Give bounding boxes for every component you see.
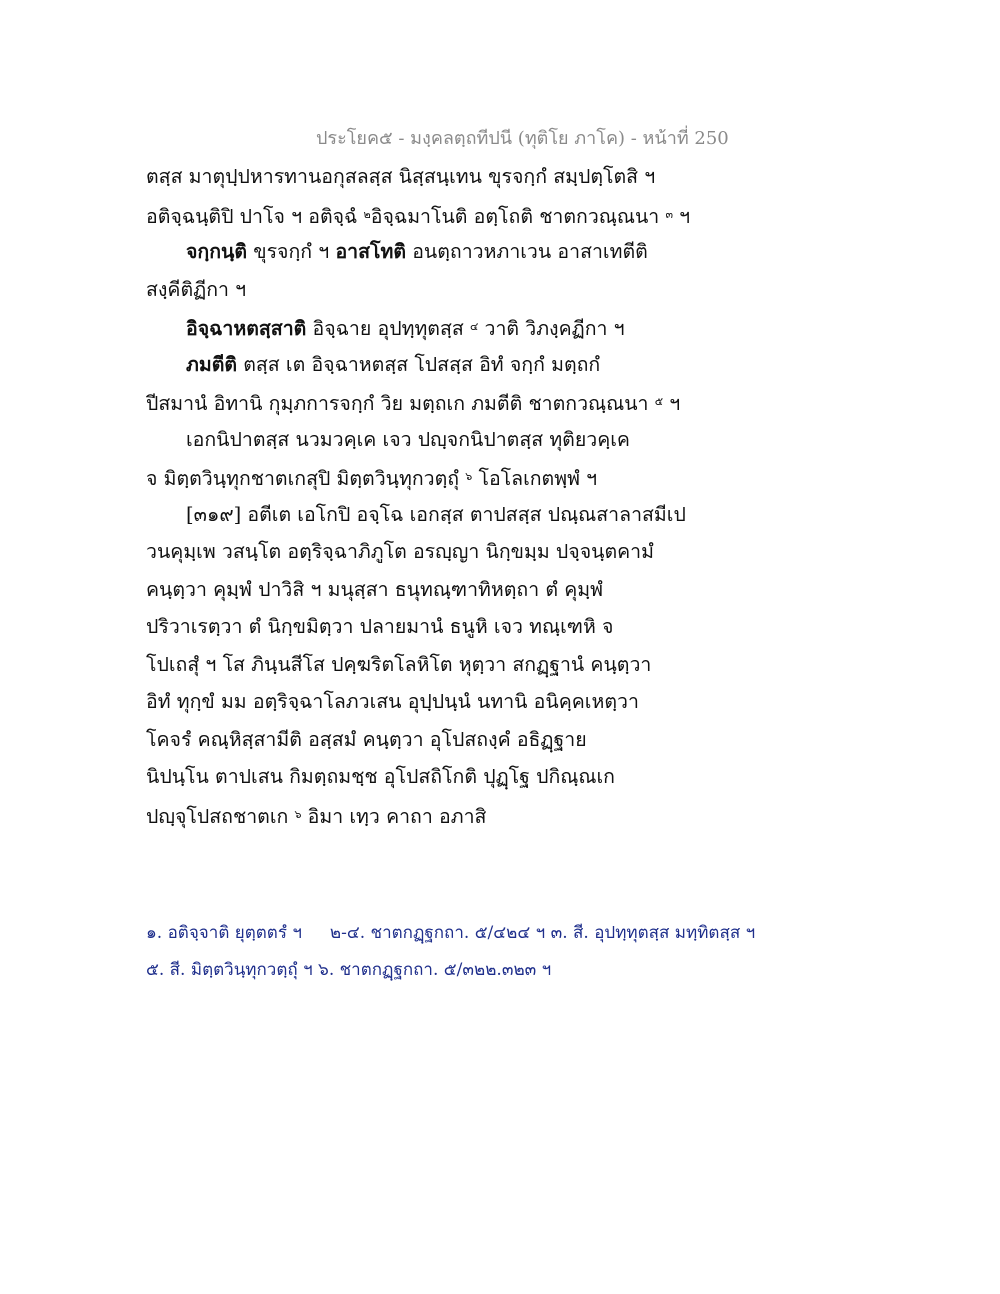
line-text: ปริวาเรตฺวา ตํ นิกฺขมิตฺวา ปลายมานํ ธนูหิ เจว ทณฺเฑหิ จ (146, 615, 614, 638)
bold-term: อาสโทติ (335, 240, 406, 263)
line-text: เอกนิปาตสฺส นวมวคฺเค เจว ปญฺจกนิปาตสฺส ทุติยวคฺเค (186, 427, 630, 451)
line-text: อิทํ ทุกฺขํ มม อตฺริจฺฉาโลภวเสน อุปฺปนฺนํ นทานิ อนิคฺคเหตฺวา (146, 690, 639, 713)
page-header: ประโยค๕ - มงฺคลตฺถทีปนี (ทุติโย ภาโค) - หน้าที่ 250 (316, 128, 729, 149)
line-text: ตสฺส มาตุปฺปหารทานอกุสลสฺส นิสฺสนฺเทน ขุรจกฺกํ สมฺปตฺโตสิ ฯ (146, 165, 656, 188)
text-line (146, 608, 706, 646)
text-line (146, 571, 706, 609)
text-line (146, 533, 706, 571)
line-text: อนตฺถาวหภาเวน อาสาเทตีติ (406, 240, 648, 263)
line-text: นิปนฺโน ตาปเสน กิมตฺถมชฺช อุโปสถิโกติ ปุฏฺโฐ ปกิณฺณเก (146, 765, 615, 788)
footnote-text: ๕. สี. มิตฺตวินฺทุกวตฺถุํ ฯ ๖. ชาตกฏฺฐกถา. ๕/๓๒๒.๓๒๓ ฯ (146, 960, 552, 980)
line-text: ปญฺจุโปสถชาตเก (146, 804, 295, 828)
text-line (146, 233, 706, 271)
line-text: คนฺตฺวา คุมฺพํ ปาวิสิ ฯ มนุสฺสา ธนุทณฺฑาทิหตฺถา ตํ คุมฺพํ (146, 577, 604, 601)
footnote-marker: ๖ (294, 807, 302, 821)
line-text: [๓๑๙] อตีเต เอโกปิ อจฺโฉ เอกสฺส ตาปสสฺส ปณฺณสาลาสมีเป (186, 502, 686, 526)
text-line (146, 196, 706, 234)
text-line (146, 158, 706, 196)
bold-term: ภมตีติ (186, 352, 238, 376)
footnote-line (146, 952, 786, 989)
line-text: อิมา เทฺว คาถา อภาสิ (301, 804, 487, 828)
line-text: จ มิตฺตวินฺทุกชาตเกสุปิ มิตฺตวินฺทุกวตฺถุํ (146, 467, 466, 490)
body-text (146, 158, 706, 833)
footnote-text: ๒-๔. ชาตกฏฺฐกถา. ๕/๔๒๔ ฯ ๓. สี. อุปทฺทุตสฺส มทฺทิตสฺส ฯ (329, 923, 756, 943)
footnote-marker: ๖ (465, 470, 473, 483)
bold-term: จกฺกนฺติ (186, 240, 248, 263)
footnotes (146, 915, 786, 989)
text-line (146, 271, 706, 309)
text-line (146, 646, 706, 684)
line-text: ขุรจกฺกํ ฯ (247, 240, 336, 263)
footnote-text: ๑. อติจฺจาติ ยุตฺตตรํ ฯ (146, 923, 302, 943)
footnote-line (146, 915, 786, 952)
line-text: อิจฺฉาย อุปทฺทุตสฺส (306, 317, 470, 340)
text-line (146, 458, 706, 496)
text-line (146, 796, 706, 834)
line-text: อิจฺฉมาโนติ อตฺโถติ ชาตกวณฺณนา (370, 204, 666, 228)
text-line (146, 758, 706, 796)
text-line (146, 721, 706, 759)
line-text: วนคุมฺเพ วสนฺโต อตฺริจฺฉาภิภูโต อรญฺญา นิกฺขมฺม ปจฺจนฺตคามํ (146, 540, 654, 563)
line-text: วาติ วิภงฺคฏีกา ฯ (478, 317, 625, 340)
text-line (146, 346, 706, 384)
text-line (146, 421, 706, 459)
text-line (146, 496, 706, 534)
footnote-marker: ๓ (665, 207, 673, 221)
footnote-marker: ๒ (363, 207, 371, 221)
line-text: ฯ (672, 204, 691, 228)
line-text: อติจฺฉนฺติปิ ปาโจ ฯ อติจฺฉํ (146, 204, 364, 228)
line-text: โปเถสุํ ฯ โส ภินฺนสีโส ปคฺฆริตโลหิโต หุตฺวา สกฏฺฐานํ คนฺตฺวา (146, 652, 652, 676)
line-text: สงฺคีติฏีกา ฯ (146, 277, 247, 301)
bold-term: อิจฺฉาหตสฺสาติ (186, 317, 307, 340)
line-text: ฯ (663, 392, 681, 415)
line-text: ตสฺส เต อิจฺฉาหตสฺส โปสสฺส อิทํ จกฺกํ มตฺถกํ (237, 352, 601, 376)
line-text: โอโลเกตพฺพํ ฯ (472, 467, 598, 490)
text-line (146, 383, 706, 421)
footnote-marker: ๕ (654, 395, 664, 408)
text-line (146, 683, 706, 721)
line-text: โคจรํ คณฺหิสฺสามีติ อสฺสมํ คนฺตฺวา อุโปสถงฺคํ อธิฏฺฐาย (146, 727, 587, 751)
footnote-marker: ๔ (469, 320, 479, 333)
line-text: ปีสมานํ อิทานิ กุมฺภการจกฺกํ วิย มตฺถเก ภมตีติ ชาตกวณฺณนา (146, 392, 655, 415)
text-line (146, 308, 706, 346)
